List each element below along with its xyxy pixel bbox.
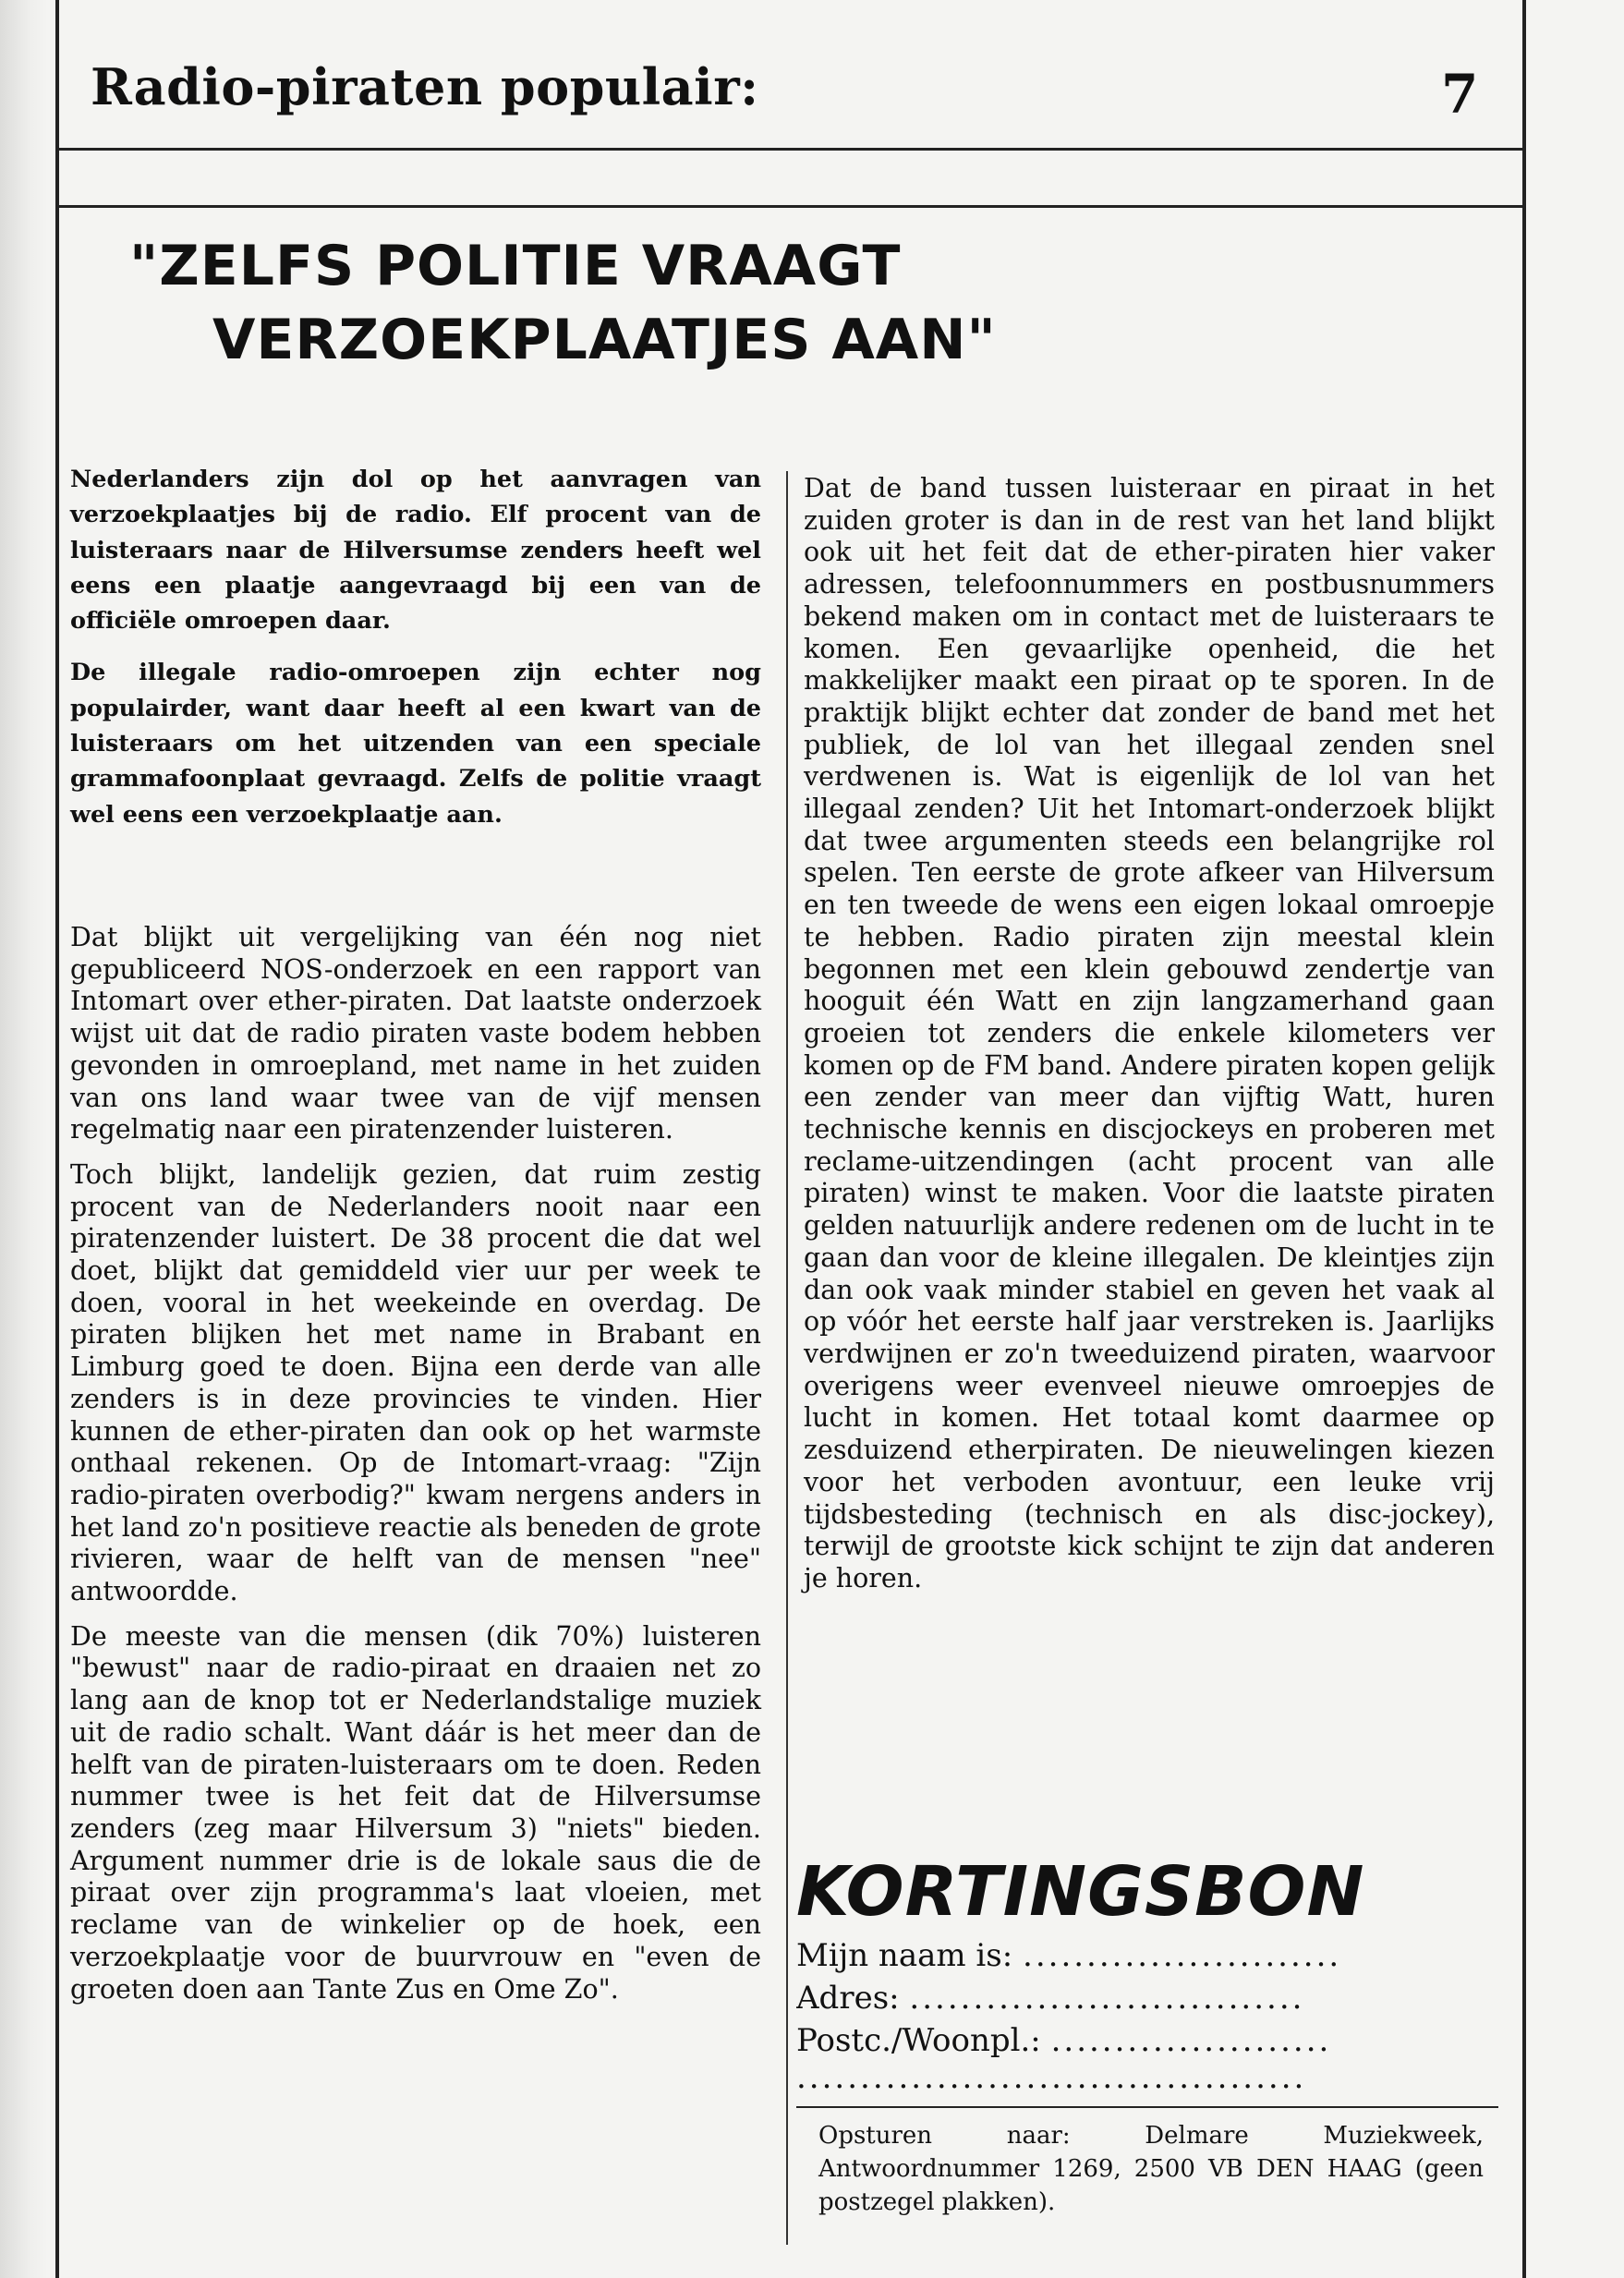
address-label: Adres: xyxy=(796,1980,900,2017)
postal-city-fill-line: ...................... xyxy=(1050,2022,1332,2059)
body-paragraph: Dat de band tussen luisteraar en piraat in het zuiden groter is dan in de rest van het land blijkt ook uit het feit dat de ether-piraten hier vaker adressen, telefoonnummers en postbusnummers bekend maken om in contact met de luisteraars te komen. Een gevaarlijke openheid, die het makkelijker maakt een piraat op te sporen. In de praktijk blijkt echter dat zonder de band met het publiek, de lol van het illegaal zenden snel verdwenen is. Wat is eigenlijk de lol van het illegaal zenden? Uit het Intomart-onderzoek blijkt dat twee argumenten steeds een belangrijke rol spelen. Ten eerste de grote afkeer van Hilversum en ten tweede de wens een eigen lokaal omroepje te hebben. Radio piraten zijn meestal klein begonnen met een klein gebouwd zendertje van hooguit één Watt en zijn langzamerhand gaan groeien tot zenders die enkele kilometers ver komen op de FM band. Andere piraten kopen gelijk een zender van meer dan vijftig Watt, huren technische kennis en discjockeys en proberen met reclame-uitzendingen (acht procent van alle piraten) winst te maken. Voor die laatste piraten gelden natuurlijk andere redenen om de lucht in te gaan dan voor de kleine illegalen. De kleintjes zijn dan ook vaak minder stabiel en geven het vaak al op vóór het eerste half jaar verstreken is. Jaarlijks verdwijnen er zo'n tweeduizend piraten, waarvoor overigens weer evenveel nieuwe omroepjes de lucht in komen. Het totaal komt daarmee op zesduizend etherpiraten. De nieuwelingen kiezen voor het verboden avontuur, een leuke vrij tijdsbesteding (technisch en als disc-jockey), terwijl de grootste kick schijnt te zijn dat anderen je horen. xyxy=(804,473,1495,1593)
article-box-top-rule xyxy=(55,205,1526,208)
running-title: Radio-piraten populair: xyxy=(91,57,759,116)
name-fill-line: ......................... xyxy=(1023,1937,1342,1974)
coupon-rule xyxy=(796,2106,1498,2108)
body-paragraph: Toch blijkt, landelijk gezien, dat ruim zestig procent van de Nederlanders nooit naar een piratenzender luistert. De 38 procent die dat wel doet, blijkt dat gemiddeld vier uur per week te doen, vooral in het weekeinde en overdag. De piraten blijken het met name in Brabant en Limburg goed te doen. Bijna een derde van alle zenders is in deze provincies te vinden. Hier kunnen de ether-piraten dan ook op het warmste onthaal rekenen. Op de Intomart-vraag: "Zijn radio-piraten overbodig?" kwam nergens anders in het land zo'n positieve reactie als beneden de grote rivieren, waar de helft van de mensen "nee" antwoordde. xyxy=(70,1158,761,1607)
postal-city-label: Postc./Woonpl.: xyxy=(796,2022,1041,2059)
body-paragraph: Dat blijkt uit vergelijking van één nog niet gepubliceerd NOS-onderzoek en een rapport van Intomart over ether-piraten. Dat laatste onderzoek wijst uit dat de radio piraten vaste bodem hebben gevonden in omroepland, met name in het zuiden van ons land waar twee van de vijf mensen regelmatig naar een piratenzender luisteren. xyxy=(70,922,761,1145)
page-number: 7 xyxy=(1441,63,1479,126)
extra-fill-line[interactable]: ........................................ xyxy=(796,2062,1307,2093)
mailing-instructions: Opsturen naar: Delmare Muziekweek, Antwoordnummer 1269, 2500 VB DEN HAAG (geen postzegel plakken). xyxy=(818,2122,1484,2216)
scan-shadow xyxy=(0,0,48,2278)
header-rule xyxy=(55,148,1526,151)
intro-paragraph: De illegale radio-omroepen zijn echter nog populairder, want daar heeft al een kwart van de luisteraars om het uitzenden van een speciale grammafoonplaat gevraagd. Zelfs de politie vraagt wel eens een verzoekplaatje aan. xyxy=(70,659,761,829)
body-paragraph: De meeste van die mensen (dik 70%) luisteren "bewust" naar de radio-piraat en draaien net zo lang aan de knop tot er Nederlandstalige muziek uit de radio schalt. Want dáár is het meer dan de helft van de piraten-luisteraars om te doen. Reden nummer twee is het feit dat de Hilversumse zenders (zeg maar Hilversum 3) "niets" bieden. Argument nummer drie is de lokale saus die de piraat over zijn programma's laat vloeien, met reclame van de winkelier op de hoek, een verzoekplaatje voor de buurvrouw en "even de groeten doen aan Tante Zus en Ome Zo". xyxy=(70,1620,761,2005)
name-label: Mijn naam is: xyxy=(796,1937,1013,1974)
coupon-title: KORTINGSBON xyxy=(796,1852,1365,1932)
name-field[interactable] xyxy=(796,1934,1508,1977)
headline-line-2: VERZOEKPLAATJES AAN" xyxy=(212,308,997,372)
intro-paragraph: Nederlanders zijn dol op het aanvragen van verzoekplaatjes bij de radio. Elf procent van de luisteraars naar de Hilversumse zenders heeft wel eens een plaatje aangevraagd bij een van de officiële omroepen daar. xyxy=(70,466,761,636)
left-column-body xyxy=(70,922,761,2005)
right-column-body xyxy=(804,473,1495,1595)
discount-coupon xyxy=(796,1852,1508,2219)
address-field[interactable] xyxy=(796,1977,1508,2019)
headline-line-1: "ZELFS POLITIE VRAAGT xyxy=(129,234,902,298)
address-fill-line: ............................... xyxy=(909,1980,1305,2017)
intro-lead xyxy=(70,462,761,832)
postal-city-field[interactable] xyxy=(796,2019,1508,2062)
column-divider xyxy=(786,471,788,2245)
headline xyxy=(111,229,1127,377)
